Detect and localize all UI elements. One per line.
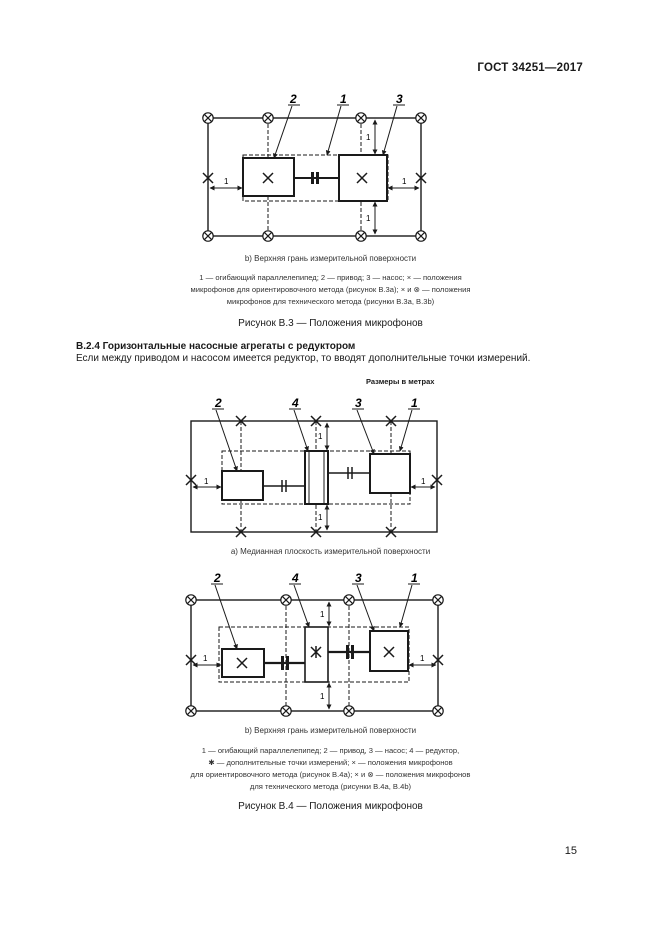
dimension-label: 1	[366, 214, 371, 223]
svg-text:1: 1	[204, 477, 209, 486]
figure-b4-legend-line: для технического метода (рисунки В.4а, В.4b)	[249, 782, 412, 791]
figure-b3-legend-line: 1 — огибающий параллелепипед; 2 — привод; 3 — насос; × — положения	[199, 273, 462, 282]
figure-b3-subcaption: b) Верхняя грань измерительной поверхности	[244, 254, 417, 263]
svg-text:1: 1	[203, 654, 208, 663]
figure-b4b-subcaption: b) Верхняя грань измерительной поверхности	[244, 726, 417, 735]
label-pump: 3	[396, 92, 403, 106]
svg-text:1: 1	[320, 610, 325, 619]
label-envelope: 1	[411, 396, 418, 410]
figure-b4-title: Рисунок В.4 — Положения микрофонов	[238, 801, 423, 812]
label-envelope: 1	[411, 571, 418, 585]
section-text: Если между приводом и насосом имеется редуктор, то вводят дополнительные точки измерений.	[76, 353, 531, 364]
label-drive: 2	[290, 92, 297, 106]
label-drive: 2	[215, 396, 222, 410]
figure-b3-legend-line: микрофонов для ориентировочного метода (рисунок В.3а); × и ⊗ — положения	[190, 285, 471, 294]
svg-text:1: 1	[420, 654, 425, 663]
section-heading: В.2.4 Горизонтальные насосные агрегаты с редуктором	[76, 341, 356, 352]
svg-text:1: 1	[421, 477, 426, 486]
dimension-label: 1	[402, 177, 407, 186]
figure-b4-legend-line: ✱ — дополнительные точки измерений; × — положения микрофонов	[208, 758, 453, 767]
document-header: ГОСТ 34251—2017	[477, 62, 583, 74]
dimension-label: 1	[366, 133, 371, 142]
label-envelope: 1	[340, 92, 347, 106]
page-number: 15	[564, 845, 577, 857]
label-pump: 3	[355, 571, 362, 585]
svg-text:1: 1	[320, 692, 325, 701]
figure-b3-legend-line: микрофонов для технического метода (рисунки В.3а, В.3b)	[226, 297, 435, 306]
label-pump: 3	[355, 396, 362, 410]
figure-b4a-subcaption: а) Медианная плоскость измерительной поверхности	[230, 547, 431, 556]
figure-b3-title: Рисунок В.3 — Положения микрофонов	[238, 318, 423, 329]
units-note: Размеры в метрах	[366, 377, 435, 386]
label-drive: 2	[214, 571, 221, 585]
figure-b4-legend-line: 1 — огибающий параллелепипед; 2 — привод, 3 — насос; 4 — редуктор,	[201, 746, 460, 755]
label-gearbox: 4	[292, 396, 299, 410]
svg-text:1: 1	[318, 513, 323, 522]
label-gearbox: 4	[292, 571, 299, 585]
figure-b4-legend-line: для ориентировочного метода (рисунок В.4а); × и ⊗ — положения микрофонов	[190, 770, 471, 779]
svg-text:1: 1	[318, 432, 323, 441]
dimension-label: 1	[224, 177, 229, 186]
